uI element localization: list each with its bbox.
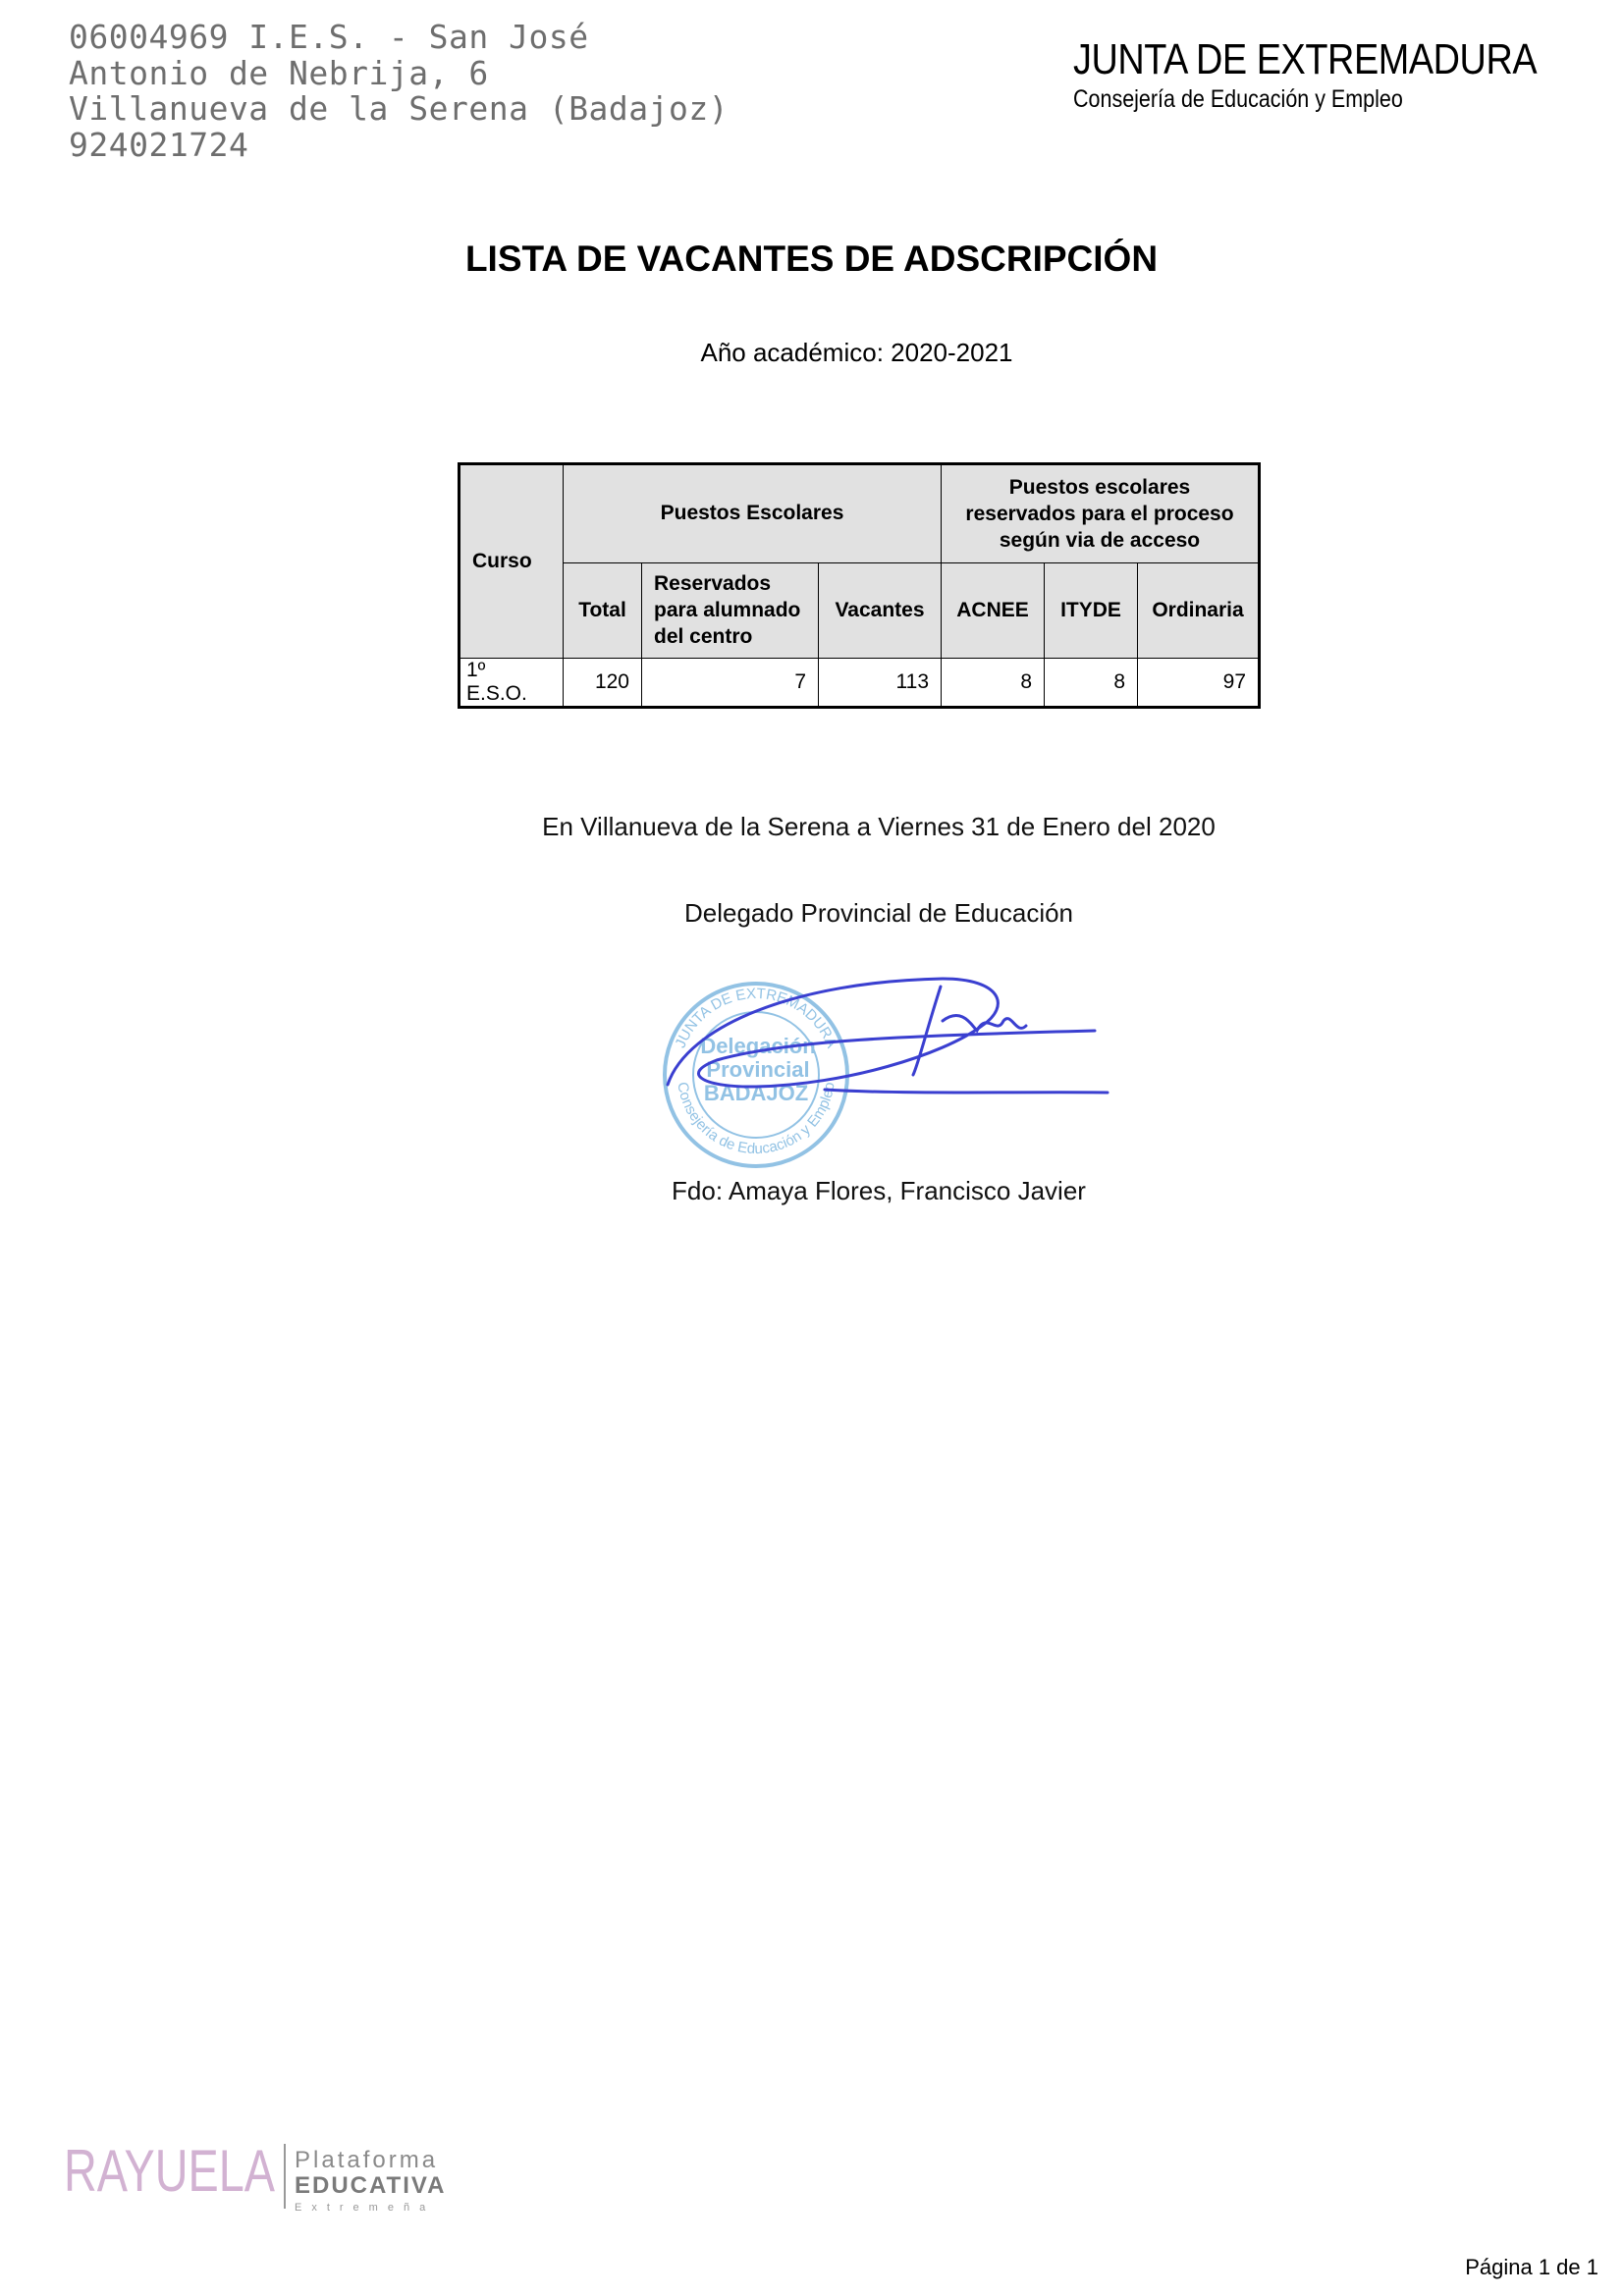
header-reservados: Reservados para alumnado del centro	[642, 562, 819, 658]
rayuela-platform-logo	[64, 2130, 457, 2218]
header-vacantes: Vacantes	[819, 562, 942, 658]
rayuela-wordmark	[64, 2138, 275, 2204]
table-subheader-row	[460, 562, 1260, 658]
rayuela-brand: RAYUELA	[64, 2138, 275, 2204]
stamp-ring-bottom: Consejería de Educación y Empleo	[674, 1081, 839, 1158]
header-ityde: ITYDE	[1045, 562, 1138, 658]
cell-total: 120	[564, 659, 642, 708]
stamp-and-signature	[648, 967, 1119, 1173]
platform-line-1: Plataforma	[295, 2147, 439, 2173]
signer-name: Fdo: Amaya Flores, Francisco Javier	[672, 1176, 1086, 1205]
school-info	[69, 20, 729, 163]
cell-ordinaria: 97	[1138, 659, 1260, 708]
table-row	[460, 659, 1260, 708]
signer-role: Delegado Provincial de Educación	[683, 898, 1074, 928]
junta-extremadura-logo	[1073, 35, 1612, 114]
header-puestos-escolares: Puestos Escolares	[564, 464, 942, 563]
cell-vacantes: 113	[819, 659, 942, 708]
page-number: Página 1 de 1	[1465, 2255, 1598, 2279]
logo-org-name: JUNTA DE EXTREMADURA	[1073, 35, 1538, 83]
cell-curso: 1º E.S.O.	[460, 659, 564, 708]
place-date: En Villanueva de la Serena a Viernes 31 de Enero del 2020	[542, 812, 1216, 841]
school-phone: 924021724	[69, 125, 249, 164]
header-curso: Curso	[460, 464, 564, 659]
school-address: Antonio de Nebrija, 6	[69, 53, 489, 92]
vacancies-table	[458, 462, 1261, 709]
cell-reserved: 7	[642, 659, 819, 708]
header-acnee: ACNEE	[942, 562, 1045, 658]
stamp-line-3: BADAJOZ	[703, 1081, 809, 1105]
stamp-line-2: Provincial	[706, 1057, 810, 1082]
logo-department: Consejería de Educación y Empleo	[1073, 85, 1403, 113]
platform-line-3: Extremeña	[295, 2202, 436, 2214]
header-total: Total	[564, 562, 642, 658]
cell-acnee: 8	[942, 659, 1045, 708]
table-header-row	[460, 464, 1260, 563]
header-puestos-reservados: Puestos escolares reservados para el proceso según via de acceso	[942, 464, 1260, 563]
platform-line-2: EDUCATIVA	[295, 2172, 447, 2199]
stamp-ring-top: JUNTA DE EXTREMADURA	[672, 985, 840, 1051]
cell-ityde: 8	[1045, 659, 1138, 708]
school-city: Villanueva de la Serena (Badajoz)	[69, 89, 730, 128]
stamp-line-1: Delegación	[700, 1034, 816, 1058]
school-code-name: 06004969 I.E.S. - San José	[69, 18, 589, 56]
academic-year: Año académico: 2020-2021	[700, 338, 1013, 367]
document-title: LISTA DE VACANTES DE ADSCRIPCIÓN	[464, 239, 1159, 279]
header-ordinaria: Ordinaria	[1138, 562, 1260, 658]
